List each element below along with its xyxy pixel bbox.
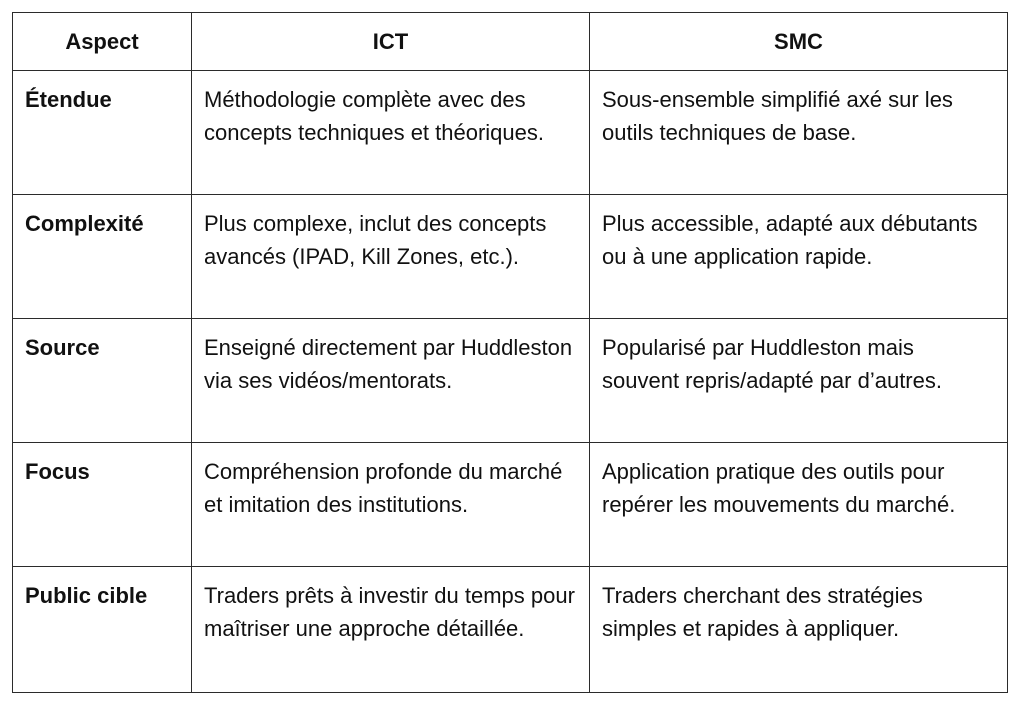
smc-cell: Sous-ensemble simplifié axé sur les outils techniques de base. [590,71,1008,195]
aspect-cell: Complexité [13,195,192,319]
aspect-cell: Étendue [13,71,192,195]
header-aspect: Aspect [13,13,192,71]
smc-cell: Application pratique des outils pour repérer les mouvements du marché. [590,443,1008,567]
comparison-table-container [12,12,1007,693]
ict-cell: Traders prêts à investir du temps pour maîtriser une approche détaillée. [192,567,590,693]
table-row [13,567,1008,693]
smc-cell: Plus accessible, adapté aux débutants ou à une application rapide. [590,195,1008,319]
smc-cell: Traders cherchant des stratégies simples et rapides à appliquer. [590,567,1008,693]
table-row [13,71,1008,195]
ict-cell: Enseigné directement par Huddleston via ses vidéos/mentorats. [192,319,590,443]
aspect-cell: Public cible [13,567,192,693]
comparison-table [12,12,1008,693]
aspect-cell: Source [13,319,192,443]
aspect-cell: Focus [13,443,192,567]
table-row [13,443,1008,567]
header-smc: SMC [590,13,1008,71]
header-ict: ICT [192,13,590,71]
ict-cell: Plus complexe, inclut des concepts avancés (IPAD, Kill Zones, etc.). [192,195,590,319]
ict-cell: Méthodologie complète avec des concepts techniques et théoriques. [192,71,590,195]
table-row [13,195,1008,319]
table-row [13,319,1008,443]
ict-cell: Compréhension profonde du marché et imitation des institutions. [192,443,590,567]
smc-cell: Popularisé par Huddleston mais souvent repris/adapté par d’autres. [590,319,1008,443]
table-header-row [13,13,1008,71]
